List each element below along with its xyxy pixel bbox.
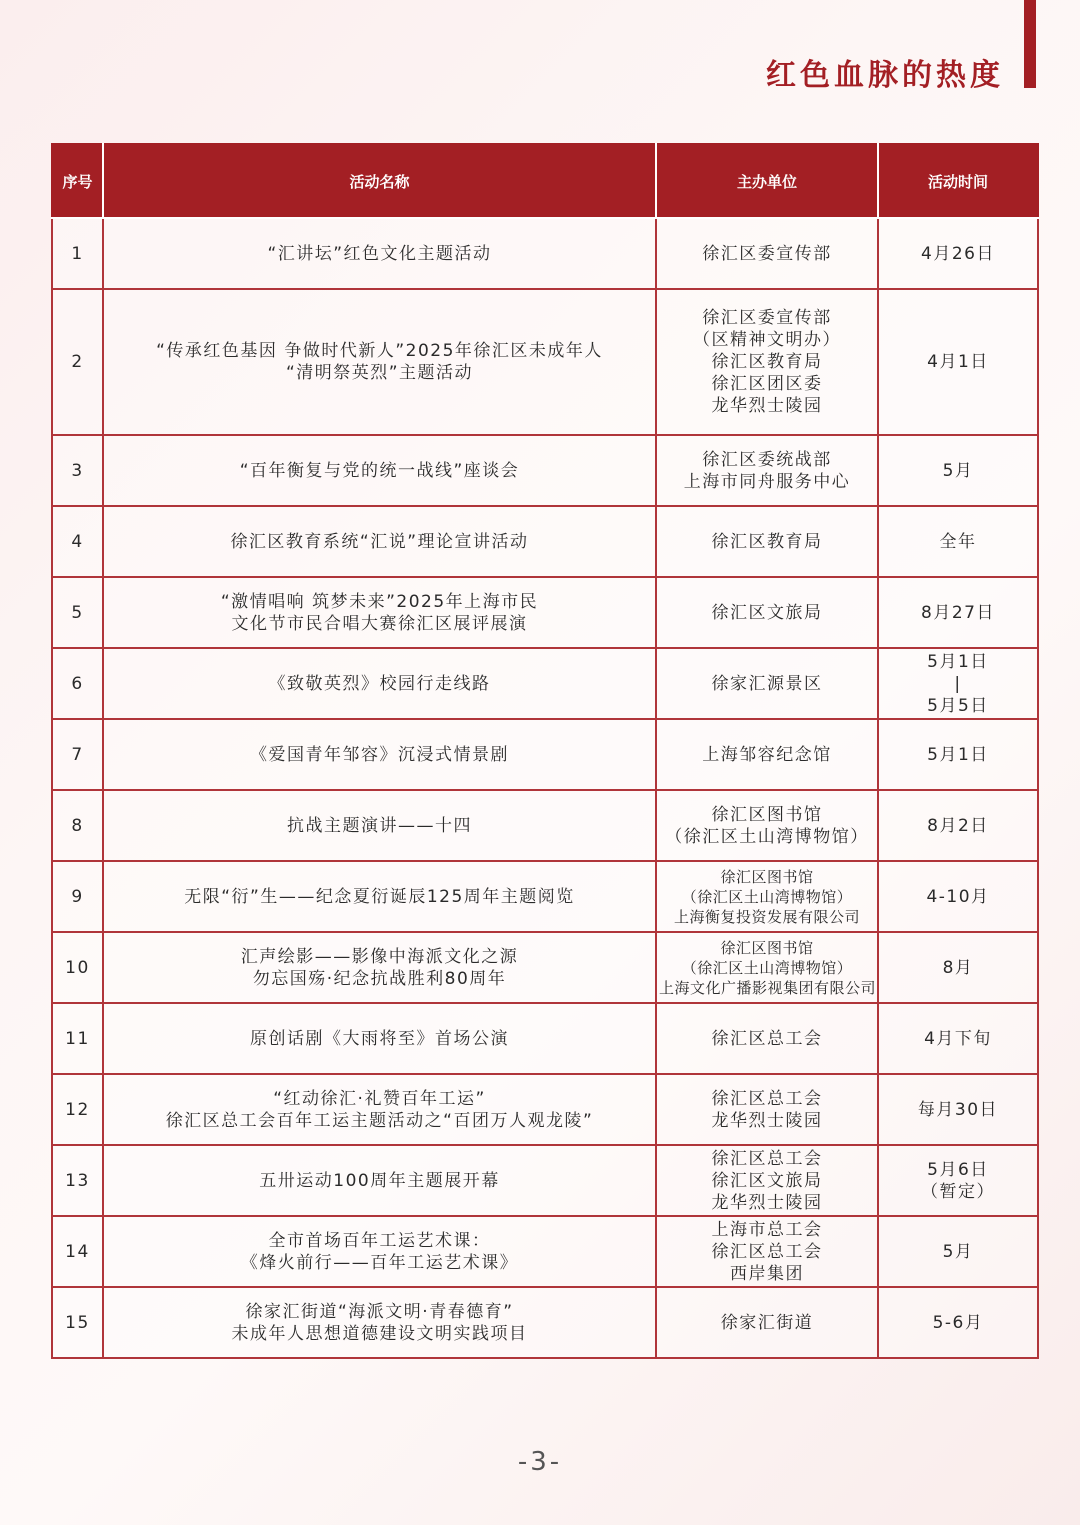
organizer-line: 龙华烈士陵园 [711,1192,823,1213]
table-row [52,435,1038,506]
organizer-line: 徐汇区委宣传部 [702,243,832,264]
organizer-line: 徐汇区总工会 [711,1241,823,1262]
activity-time-cell [878,790,1038,861]
activity-time-cell [878,218,1038,289]
activity-name-cell [103,719,656,790]
table-row [52,648,1038,719]
activity-name-line: 无限“衍”生——纪念夏衍诞辰125周年主题阅览 [184,886,575,907]
row-number: 15 [52,1287,103,1358]
activity-time-line: 全年 [939,531,977,552]
page-number: -3- [517,1447,563,1477]
header-name: 活动名称 [103,144,656,218]
table-row [52,289,1038,435]
organizer-line: 龙华烈士陵园 [711,396,823,416]
row-number: 5 [52,577,103,648]
accent-bar [1024,0,1036,88]
activity-name-line: 勿忘国殇·纪念抗战胜利80周年 [252,968,507,989]
row-number: 8 [52,790,103,861]
organizer-cell [656,506,878,577]
activity-name-line: 《烽火前行——百年工运艺术课》 [240,1252,519,1273]
row-number: 12 [52,1074,103,1145]
row-number: 3 [52,435,103,506]
activity-time-line: 5月 [942,460,974,481]
table-row [52,1216,1038,1287]
organizer-line: （徐汇区土山湾博物馆） [681,887,853,906]
table-row [52,719,1038,790]
table-row [52,506,1038,577]
organizer-line: 龙华烈士陵园 [711,1110,823,1131]
activity-name-cell [103,790,656,861]
activity-time-line: 5月 [942,1241,974,1262]
organizer-line: 徐汇区图书馆 [711,804,823,825]
activity-name-cell [103,648,656,719]
table-row [52,1003,1038,1074]
activity-time-line: 8月2日 [927,815,989,836]
row-number: 13 [52,1145,103,1216]
organizer-line: 徐汇区总工会 [711,1088,823,1109]
activity-time-cell [878,435,1038,506]
organizer-line: 徐家汇街道 [720,1312,814,1333]
activity-name-line: 抗战主题演讲——十四 [287,815,472,836]
organizer-line: （徐汇区土山湾博物馆） [665,826,869,847]
page-title: 红色血脉的热度 [766,58,1004,93]
table-header-row [52,144,1038,218]
row-number: 10 [52,932,103,1003]
row-number: 6 [52,648,103,719]
activity-time-cell [878,861,1038,932]
table-row [52,1287,1038,1358]
activity-time-line: 5月1日 [927,744,989,765]
table-row [52,218,1038,289]
activity-name-cell [103,1216,656,1287]
activity-name-line: 《爱国青年邹容》沉浸式情景剧 [250,744,509,765]
organizer-line: 徐汇区教育局 [711,531,823,552]
organizer-cell [656,861,878,932]
row-number: 11 [52,1003,103,1074]
activity-name-cell [103,218,656,289]
header-time: 活动时间 [878,144,1038,218]
table-row [52,577,1038,648]
organizer-cell [656,790,878,861]
activity-time-cell [878,648,1038,719]
organizer-line: 徐汇区总工会 [711,1148,823,1169]
organizer-line: 上海市同舟服务中心 [683,471,851,492]
organizer-line: 西岸集团 [730,1263,804,1284]
activity-name-line: 汇声绘影——影像中海派文化之源 [240,946,519,967]
organizer-line: 上海衡复投资发展有限公司 [673,907,860,926]
activity-time-line: （暂定） [921,1181,995,1202]
organizer-line: （区精神文明办） [693,330,841,350]
activity-time-line: 每月30日 [917,1099,999,1120]
table-body [52,218,1038,1358]
activity-name-cell [103,861,656,932]
activity-time-cell [878,1074,1038,1145]
activity-time-line: 8月27日 [921,602,995,623]
activity-name-line: “汇讲坛”红色文化主题活动 [267,243,492,264]
organizer-line: 徐汇区文旅局 [711,602,823,623]
activity-time-line: | [954,673,962,694]
activity-name-line: “传承红色基因 争做时代新人”2025年徐汇区未成年人 [156,341,603,361]
activity-name-cell [103,577,656,648]
table-row [52,1145,1038,1216]
activity-time-cell [878,1287,1038,1358]
activity-time-cell [878,719,1038,790]
activity-name-line: 徐汇区教育系统“汇说”理论宣讲活动 [230,531,529,552]
row-number: 9 [52,861,103,932]
table-row [52,790,1038,861]
organizer-cell [656,289,878,435]
activity-name-line: 文化节市民合唱大赛徐汇区展评展演 [231,613,528,634]
activity-name-line: 未成年人思想道德建设文明实践项目 [231,1323,528,1344]
header-org: 主办单位 [656,144,878,218]
activity-name-cell [103,1287,656,1358]
activity-time-line: 4月26日 [921,243,995,264]
organizer-cell [656,1074,878,1145]
activity-name-line: 原创话剧《大雨将至》首场公演 [250,1028,509,1049]
organizer-line: 徐汇区教育局 [711,352,823,372]
activity-name-cell [103,289,656,435]
events-table [51,143,1039,1359]
organizer-line: 上海市总工会 [711,1219,823,1240]
organizer-line: 徐家汇源景区 [711,673,823,694]
activity-name-line: 徐家汇街道“海派文明·青春德育” [245,1301,514,1322]
activity-name-line: “清明祭英烈”主题活动 [285,363,474,383]
activity-time-line: 8月 [942,957,974,978]
organizer-cell [656,1216,878,1287]
activity-time-line: 4月下旬 [924,1028,992,1049]
activity-name-line: “红动徐汇·礼赞百年工运” [273,1088,486,1109]
organizer-line: 上海邹容纪念馆 [702,744,832,765]
organizer-line: 徐汇区委宣传部 [702,308,832,328]
activity-name-cell [103,1145,656,1216]
activity-time-line: 5-6月 [932,1312,984,1333]
row-number: 14 [52,1216,103,1287]
activity-name-line: 全市首场百年工运艺术课： [268,1230,491,1251]
organizer-cell [656,648,878,719]
activity-time-line: 4月1日 [927,352,989,372]
activity-time-cell [878,1145,1038,1216]
row-number: 4 [52,506,103,577]
activity-time-cell [878,577,1038,648]
activity-name-cell [103,1003,656,1074]
organizer-cell [656,218,878,289]
activity-name-cell [103,435,656,506]
table-row [52,932,1038,1003]
activity-time-line: 5月5日 [927,695,989,716]
organizer-line: 徐汇区委统战部 [702,449,832,470]
organizer-line: （徐汇区土山湾博物馆） [681,958,853,977]
table-row [52,1074,1038,1145]
organizer-line: 徐汇区文旅局 [711,1170,823,1191]
row-number: 2 [52,289,103,435]
activity-time-line: 5月6日 [927,1159,989,1180]
activity-name-line: 徐汇区总工会百年工运主题活动之“百团万人观龙陵” [165,1110,594,1131]
row-number: 1 [52,218,103,289]
activity-time-cell [878,932,1038,1003]
activity-time-line: 4-10月 [926,886,990,907]
organizer-cell [656,1003,878,1074]
activity-time-cell [878,1003,1038,1074]
activity-name-line: “激情唱响 筑梦未来”2025年上海市民 [220,591,539,612]
activity-name-cell [103,1074,656,1145]
organizer-cell [656,719,878,790]
organizer-cell [656,1287,878,1358]
organizer-cell [656,1145,878,1216]
activity-name-line: “百年衡复与党的统一战线”座谈会 [239,460,520,481]
row-number: 7 [52,719,103,790]
activity-name-line: 五卅运动100周年主题展开幕 [259,1170,500,1191]
organizer-cell [656,435,878,506]
activity-time-cell [878,289,1038,435]
organizer-line: 徐汇区总工会 [711,1028,823,1049]
activity-time-cell [878,1216,1038,1287]
organizer-line: 徐汇区图书馆 [720,938,814,957]
organizer-line: 徐汇区团区委 [711,374,823,394]
activity-name-cell [103,932,656,1003]
activity-name-cell [103,506,656,577]
activity-time-line: 5月1日 [927,651,989,672]
organizer-line: 上海文化广播影视集团有限公司 [659,978,877,997]
organizer-cell [656,932,878,1003]
activity-name-line: 《致敬英烈》校园行走线路 [268,673,491,694]
organizer-cell [656,577,878,648]
organizer-line: 徐汇区图书馆 [720,867,814,886]
table-row [52,861,1038,932]
header-no: 序号 [52,144,103,218]
activity-time-cell [878,506,1038,577]
